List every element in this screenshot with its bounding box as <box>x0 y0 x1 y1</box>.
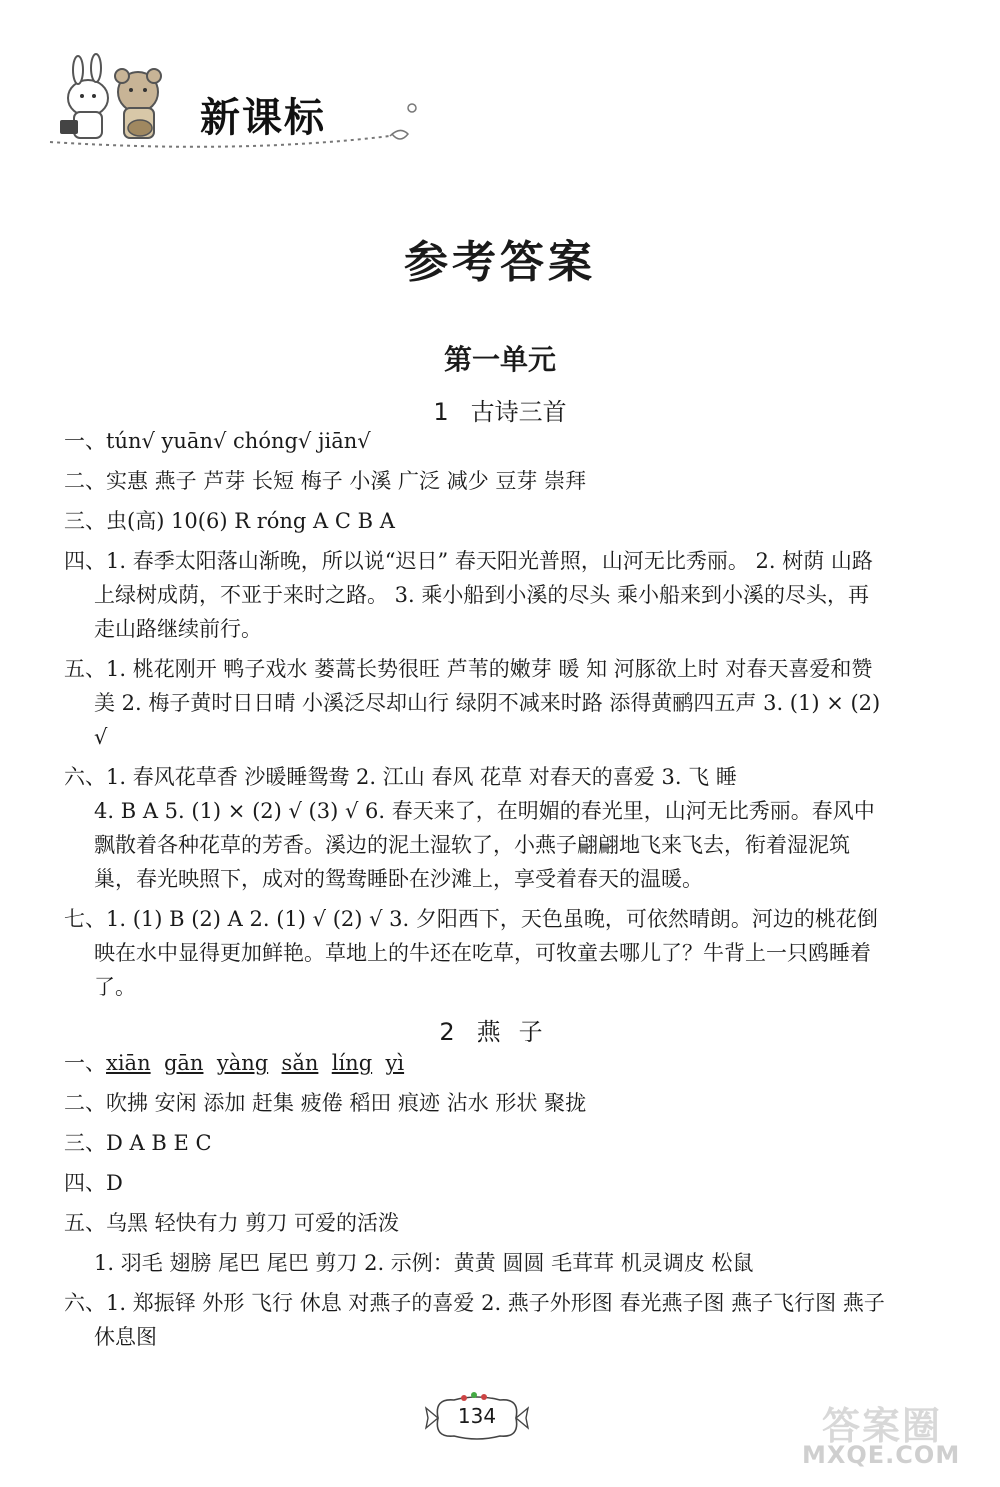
watermark-url: MXQE.COM <box>802 1441 961 1469</box>
answer-line: 五、乌黑 轻快有力 剪刀 可爱的活泼 <box>64 1211 400 1235</box>
answer-line: 三、D A B E C <box>64 1131 212 1155</box>
answer-line: 一、tún√ yuān√ chóng√ jiān√ <box>64 429 371 453</box>
answer-line: 二、实惠 燕子 芦芽 长短 梅子 小溪 广泛 减少 豆芽 崇拜 <box>64 469 587 493</box>
answer-line: 1. 羽毛 翅膀 尾巴 尾巴 剪刀 2. 示例：黄黄 圆圆 毛茸茸 机灵调皮 松鼠 <box>94 1251 754 1275</box>
answer-line: 四、D <box>64 1171 123 1195</box>
lesson-answers <box>64 424 890 1004</box>
answer-line: 三、虫(高) 10(6) R róng A C B A <box>64 509 395 533</box>
watermark-logo: 答案圈 <box>822 1404 943 1448</box>
pinyin-answer: líng <box>331 1051 373 1075</box>
pinyin-answer: xiān <box>106 1051 151 1075</box>
lesson-name: 燕子 <box>476 1018 561 1046</box>
pinyin-answer: sǎn <box>281 1051 319 1075</box>
watermark <box>788 1395 988 1475</box>
answer-line <box>64 1046 890 1080</box>
page-number-badge <box>424 1390 530 1446</box>
pinyin-answer: yì <box>385 1051 405 1075</box>
item-marker: 一、 <box>64 1051 106 1075</box>
answer-line: 五、1. 桃花刚开 鸭子戏水 蒌蒿长势很旺 芦苇的嫩芽 暖 知 河豚欲上时 对春天喜爱和赞美 2. 梅子黄时日日晴 小溪泛尽却山行 绿阴不减来时路 添得黄鹂四五声 3. (1) × (2) √ <box>64 657 881 749</box>
brand-title: 新课标 <box>200 95 326 141</box>
lesson-answers <box>64 1046 890 1354</box>
pinyin-answer: gān <box>163 1051 204 1075</box>
answer-line: 4. B A 5. (1) × (2) √ (3) √ 6. 春天来了，在明媚的春光里，山河无比秀丽。春风中飘散着各种花草的芳香。溪边的泥土湿软了，小燕子翩翩地飞来飞去，衔着湿泥筑巢，春光映照下，成对的鸳鸯睡卧在沙滩上，享受着春天的温暖。 <box>94 799 875 891</box>
answer-line: 四、1. 春季太阳落山渐晚，所以说“迟日” 春天阳光普照，山河无比秀丽。 2. 树荫 山路上绿树成荫，不亚于来时之路。 3. 乘小船到小溪的尽头 乘小船来到小溪的尽头，再走山路继续前行。 <box>64 549 873 641</box>
answer-line: 六、1. 郑振铎 外形 飞行 休息 对燕子的喜爱 2. 燕子外形图 春光燕子图 燕子飞行图 燕子休息图 <box>64 1291 885 1349</box>
lesson-number: 1 <box>433 398 449 426</box>
lesson-heading <box>0 1012 1000 1047</box>
answer-line: 七、1. (1) B (2) A 2. (1) √ (2) √ 3. 夕阳西下，天色虽晚，可依然晴朗。河边的桃花倒映在水中显得更加鲜艳。草地上的牛还在吃草，可牧童去哪儿了？牛背上一只鸥睡着了。 <box>64 907 878 999</box>
lesson-name: 古诗三首 <box>470 398 567 426</box>
unit-title: 第一单元 <box>443 343 556 376</box>
header-banner <box>40 50 460 160</box>
lesson-heading <box>0 392 1000 427</box>
pinyin-answer: yàng <box>216 1051 269 1075</box>
answer-line: 二、吹拂 安闲 添加 赶集 疲倦 稻田 痕迹 沾水 形状 聚拢 <box>64 1091 587 1115</box>
page-number: 134 <box>457 1404 497 1428</box>
lesson-number: 2 <box>439 1018 455 1046</box>
answer-line: 六、1. 春风花草香 沙暖睡鸳鸯 2. 江山 春风 花草 对春天的喜爱 3. 飞 睡 <box>64 765 737 789</box>
page-title: 参考答案 <box>404 237 596 288</box>
